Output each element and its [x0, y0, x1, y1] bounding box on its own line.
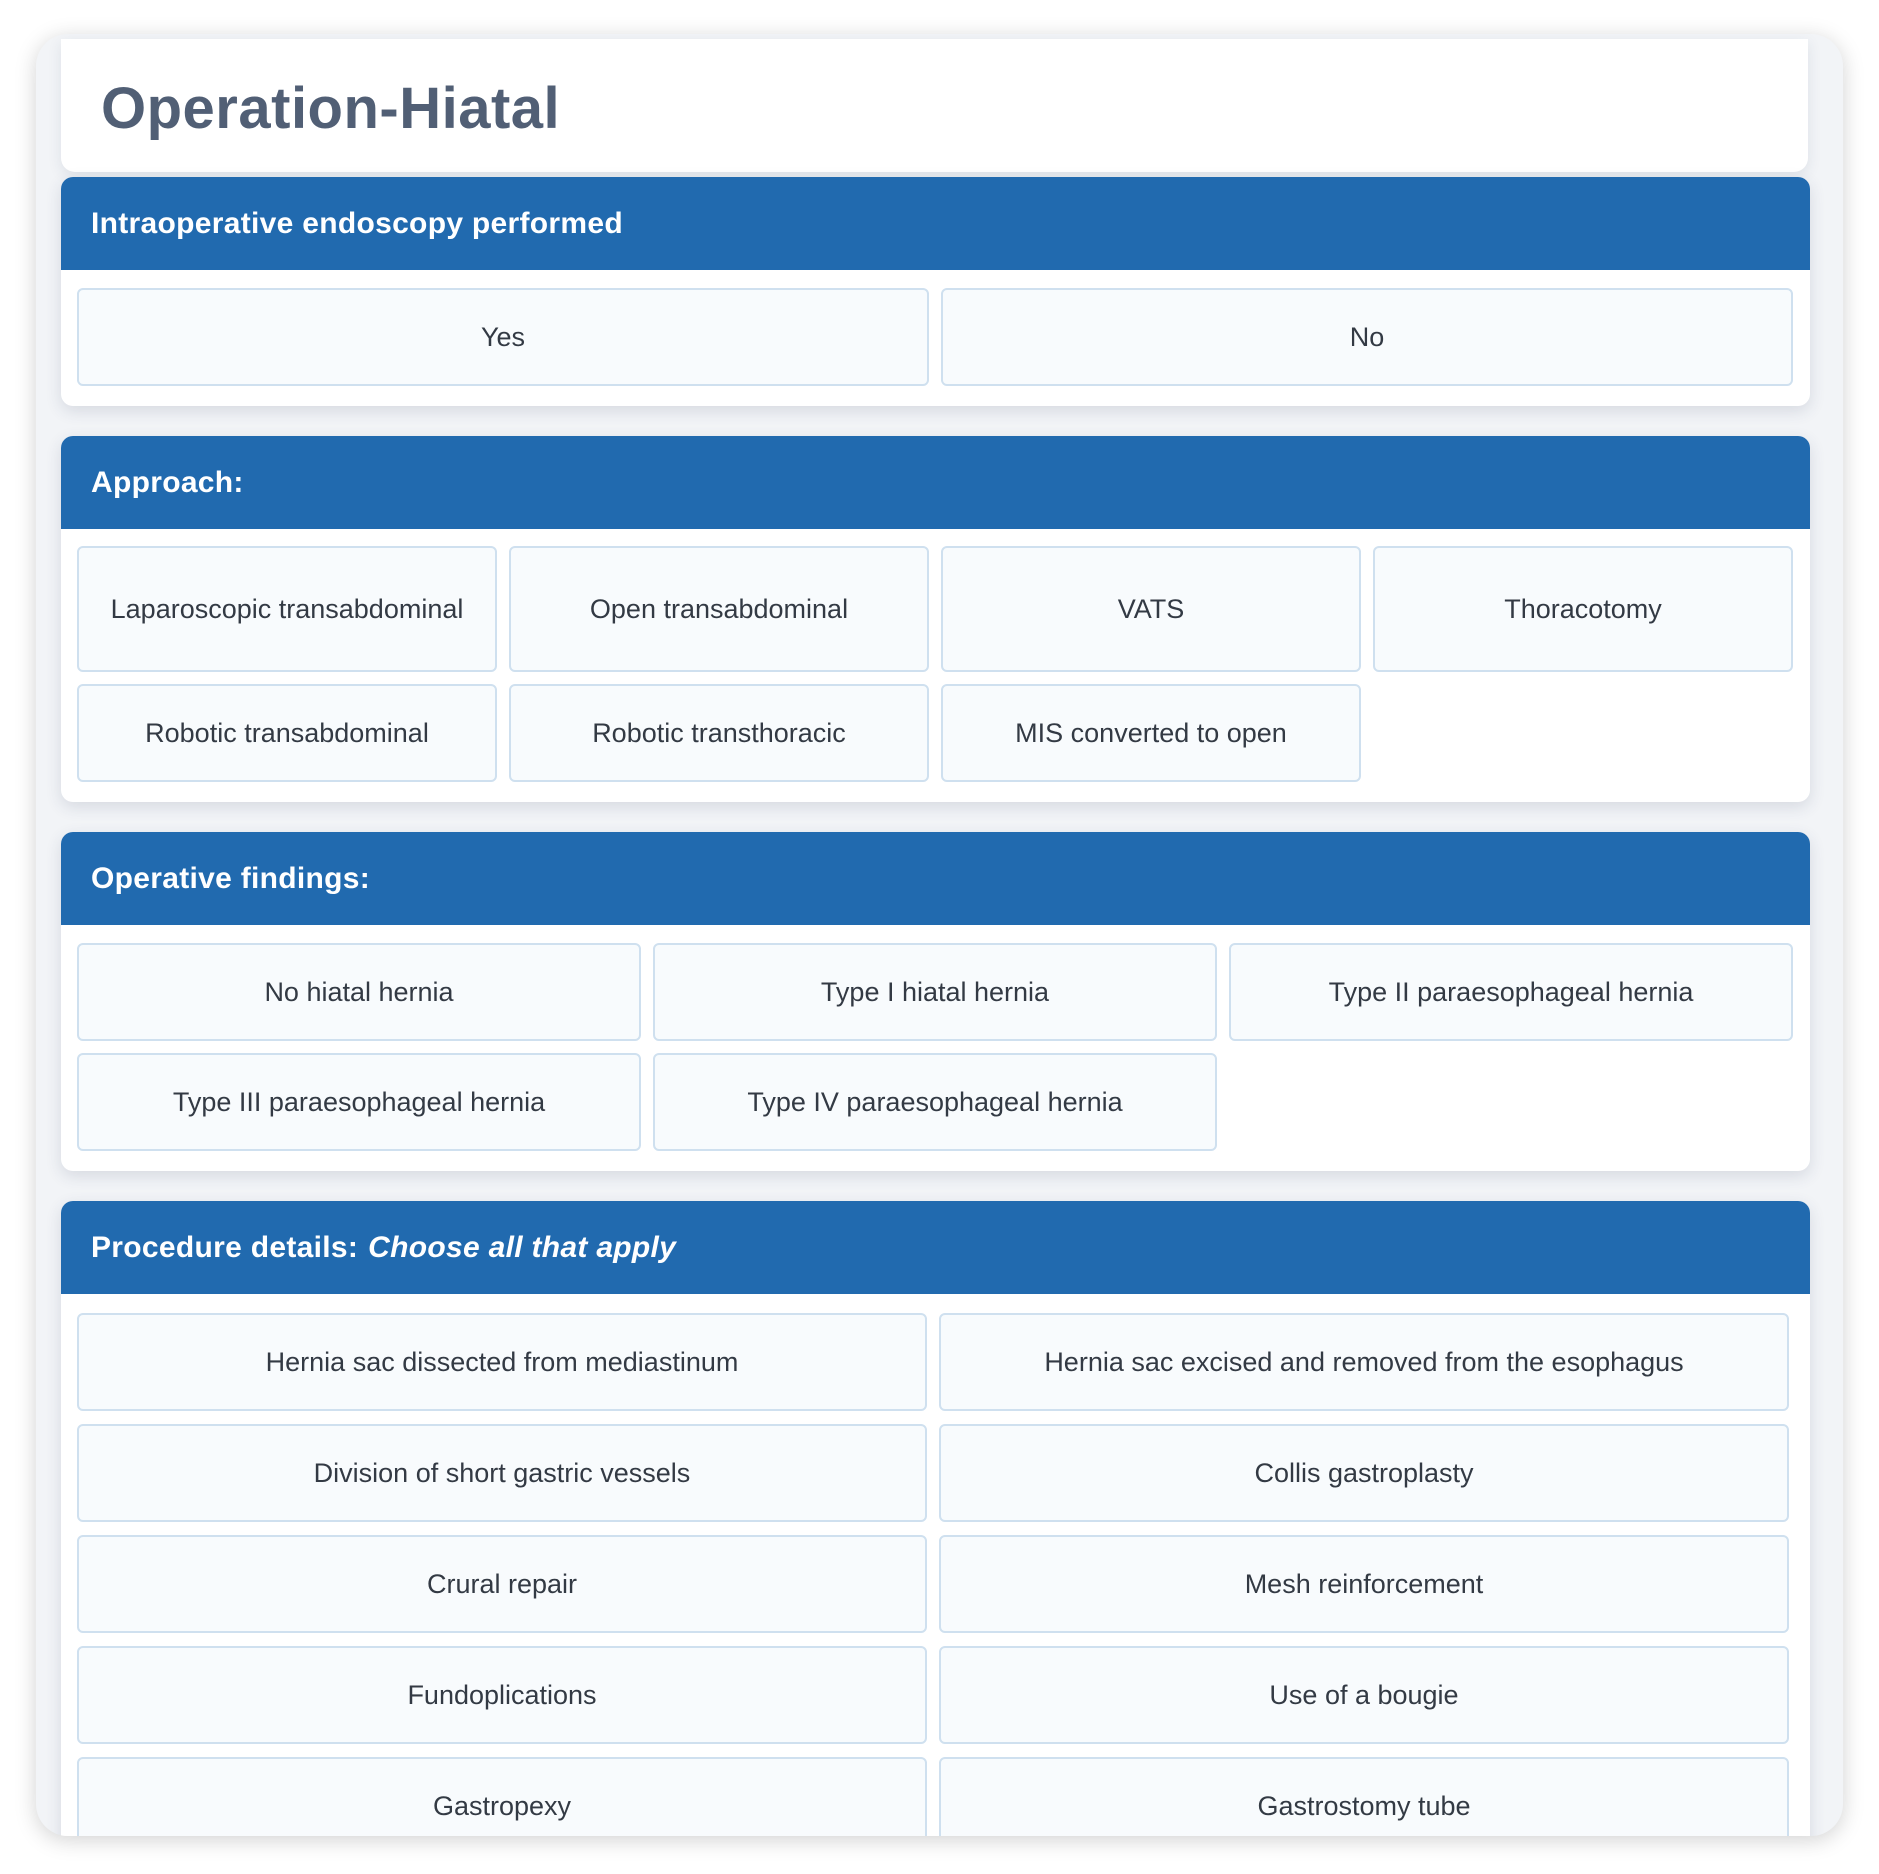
option-mis-converted-to-open[interactable]: MIS converted to open	[941, 684, 1361, 782]
section-header-label: Intraoperative endoscopy performed	[91, 206, 623, 240]
app-frame	[36, 34, 1843, 1836]
option-robotic-transabdominal[interactable]: Robotic transabdominal	[77, 684, 497, 782]
option-hernia-sac-dissected[interactable]: Hernia sac dissected from mediastinum	[77, 1313, 927, 1411]
section-operative-findings	[61, 832, 1810, 1171]
option-gastropexy[interactable]: Gastropexy	[77, 1757, 927, 1836]
section-header	[61, 1201, 1810, 1294]
option-collis-gastroplasty[interactable]: Collis gastroplasty	[939, 1424, 1789, 1522]
option-use-of-bougie[interactable]: Use of a bougie	[939, 1646, 1789, 1744]
option-vats[interactable]: VATS	[941, 546, 1361, 672]
section-intraoperative-endoscopy	[61, 177, 1810, 406]
option-hernia-sac-excised[interactable]: Hernia sac excised and removed from the esophagus	[939, 1313, 1789, 1411]
section-header-label: Approach:	[91, 465, 244, 499]
option-division-short-gastric-vessels[interactable]: Division of short gastric vessels	[77, 1424, 927, 1522]
option-open-transabdominal[interactable]: Open transabdominal	[509, 546, 929, 672]
option-type-iii-paraesophageal-hernia[interactable]: Type III paraesophageal hernia	[77, 1053, 641, 1151]
section-procedure-details	[61, 1201, 1810, 1836]
option-yes[interactable]: Yes	[77, 288, 929, 386]
option-no[interactable]: No	[941, 288, 1793, 386]
option-mesh-reinforcement[interactable]: Mesh reinforcement	[939, 1535, 1789, 1633]
section-header-label: Operative findings:	[91, 861, 371, 895]
section-approach	[61, 436, 1810, 802]
option-thoracotomy[interactable]: Thoracotomy	[1373, 546, 1793, 672]
option-no-hiatal-hernia[interactable]: No hiatal hernia	[77, 943, 641, 1041]
option-type-i-hiatal-hernia[interactable]: Type I hiatal hernia	[653, 943, 1217, 1041]
option-gastrostomy-tube[interactable]: Gastrostomy tube	[939, 1757, 1789, 1836]
page-title: Operation-Hiatal	[101, 76, 561, 141]
option-crural-repair[interactable]: Crural repair	[77, 1535, 927, 1633]
option-type-iv-paraesophageal-hernia[interactable]: Type IV paraesophageal hernia	[653, 1053, 1217, 1151]
section-header-label: Procedure details:	[91, 1230, 359, 1264]
option-robotic-transthoracic[interactable]: Robotic transthoracic	[509, 684, 929, 782]
section-header-instruction: Choose all that apply	[368, 1230, 677, 1264]
option-type-ii-paraesophageal-hernia[interactable]: Type II paraesophageal hernia	[1229, 943, 1793, 1041]
title-card	[61, 39, 1808, 172]
section-header	[61, 436, 1810, 529]
section-header	[61, 832, 1810, 925]
section-header	[61, 177, 1810, 270]
option-laparoscopic-transabdominal[interactable]: Laparoscopic transabdominal	[77, 546, 497, 672]
option-fundoplications[interactable]: Fundoplications	[77, 1646, 927, 1744]
